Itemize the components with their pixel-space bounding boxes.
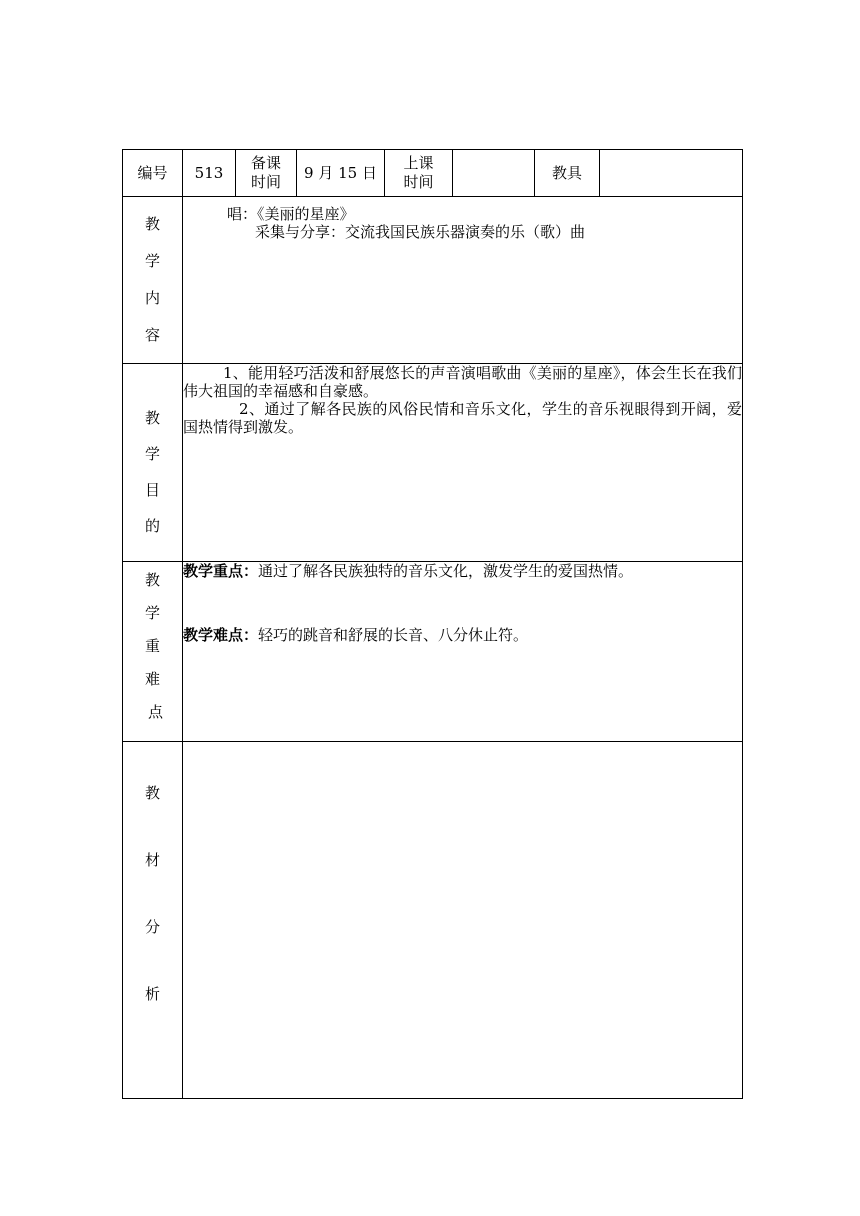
key-label-char: 难 [144, 670, 160, 688]
focus-label: 教学重点： [183, 562, 259, 580]
content-body [183, 197, 743, 364]
difficulty-label: 教学难点： [183, 626, 259, 644]
content-label-char: 教 [144, 215, 160, 233]
goals-side-label [123, 364, 183, 562]
analysis-label-char: 教 [144, 784, 160, 802]
class-time-label-line1: 上课 [403, 154, 434, 172]
class-time-label-line2: 时间 [403, 173, 434, 191]
key-label-char: 点 [147, 703, 163, 721]
lesson-plan-table [122, 149, 743, 1099]
key-label-char: 教 [144, 571, 160, 589]
difficulty-text: 轻巧的跳音和舒展的长音、八分休止符。 [258, 626, 529, 644]
number-label: 编号 [123, 150, 183, 197]
goals-row [123, 364, 743, 562]
key-label-char: 重 [144, 637, 160, 655]
content-label-char: 内 [144, 289, 160, 307]
class-time-value [453, 150, 535, 197]
focus-text: 通过了解各民族独特的音乐文化，激发学生的爱国热情。 [258, 562, 634, 580]
analysis-row [123, 742, 743, 1099]
key-label-char: 学 [144, 604, 160, 622]
goals-label-char: 目 [144, 480, 160, 499]
prep-time-label-line1: 备课 [250, 154, 281, 172]
class-time-label [385, 150, 453, 197]
key-points-row [123, 562, 743, 742]
analysis-side-label [123, 742, 183, 1099]
analysis-body [183, 742, 743, 1099]
content-side-label [123, 197, 183, 364]
key-points-side-label [123, 562, 183, 742]
tools-label: 教具 [535, 150, 600, 197]
goal-item-1: 1、能用轻巧活泼和舒展悠长的声音演唱歌曲《美丽的星座》，体会生长在我们伟大祖国的幸福感和自豪感。 [183, 364, 742, 400]
content-label-char: 容 [144, 326, 160, 344]
content-line-song: 唱：《美丽的星座》 [227, 205, 355, 223]
prep-time-label [236, 150, 297, 197]
goals-label-char: 的 [144, 516, 160, 535]
key-points-body [183, 562, 743, 742]
content-label-char: 学 [144, 252, 160, 270]
analysis-label-char: 分 [144, 918, 160, 936]
number-value: 513 [183, 150, 236, 197]
prep-time-value: 9 月 15 日 [297, 150, 385, 197]
prep-time-label-line2: 时间 [250, 173, 281, 191]
spacer [183, 580, 742, 626]
tools-value [600, 150, 743, 197]
analysis-label-char: 析 [144, 985, 160, 1003]
goal-item-2: 2、通过了解各民族的风俗民情和音乐文化，学生的音乐视眼得到开阔，爱国热情得到激发。 [183, 400, 742, 436]
goals-label-char: 教 [144, 408, 160, 427]
goals-label-char: 学 [144, 444, 160, 463]
difficulty-line [183, 626, 742, 644]
analysis-label-char: 材 [144, 851, 160, 869]
header-row [123, 150, 743, 197]
content-line-share: 采集与分享：交流我国民族乐器演奏的乐（歌）曲 [255, 223, 586, 241]
focus-line [183, 562, 742, 580]
goals-body [183, 364, 743, 562]
content-row [123, 197, 743, 364]
